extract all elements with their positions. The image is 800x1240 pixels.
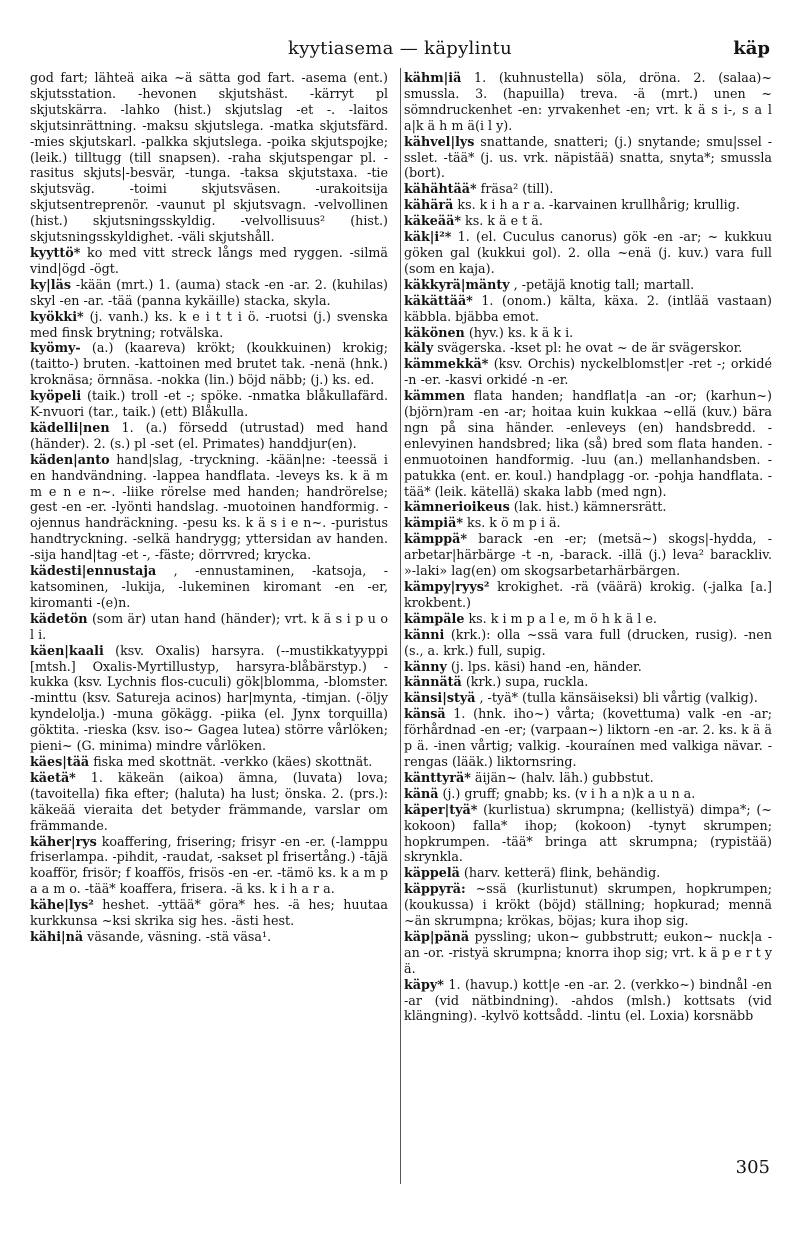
entry-definition: (lak. hist.) kämnersrätt. [513,499,667,515]
entry-headword: kähähtää* [404,181,477,197]
column-divider [400,68,401,1184]
dictionary-entry [404,340,772,356]
entry-headword: kähvel|lys [404,133,475,149]
entry-definition: (ksv. Oxalis) harsyra. (--mustikkatyyppi [mtsh.] Oxalis-Myrtillustyp, harsyra-blåbärstyp.) -kukka (ksv. Lychnis flos-cuculi) gök|blomma, -blomster. -minttu (ksv. Satureja acinos) har|mynta, -timjan. (-öljy kyndelolja.) -muna gökägg. -piika (el. Jynx torquilla) göktita. -rieska (ksv. iso~ Gagea lutea) större vårlöken; pieni~ (G. minima) mindre vårlöken. [30,642,388,754]
entry-definition: (som är) utan hand (händer); vrt. k ä s i p u o l i. [30,610,388,642]
entry-headword: kähe|lys² [30,897,94,913]
entry-headword: känttyrä* [404,769,471,785]
left-column [30,70,388,945]
entry-headword: kämnerioikeus [404,499,510,515]
dictionary-entry [404,213,772,229]
entry-headword: kyyttö* [30,244,81,260]
entry-headword: kädelli|nen [30,419,110,435]
entry-headword: kyöpeli [30,388,82,404]
entry-headword: käes|tää [30,753,90,769]
dictionary-entry [30,929,388,945]
entry-definition: (ksv. Orchis) nyckelblomst|er -ret -; orkidé -n -er. -kasvi orkidé -n -er. [404,356,772,388]
dictionary-entry [404,134,772,182]
entry-headword: käppyrä: [404,881,466,897]
dictionary-entry [404,659,772,675]
entry-definition: svägerska. -kset pl: he ovat ~ de är svägerskor. [437,340,743,356]
dictionary-entry [30,388,388,420]
entry-definition: 1. käkeän (aikoa) ämna, (luvata) lova; (tavoitella) fika efter; (haluta) ha lust; önska. 2. (prs.): käkeää vieraita det betyder främmande, varslar om främmande. [30,769,388,833]
entry-definition: , -tyä* (tulla känsäiseksi) bli vårtig (valkig). [479,690,758,706]
entry-headword: kämmekkä* [404,356,489,372]
dictionary-entry [30,754,388,770]
entry-headword: käkeää* [404,213,461,229]
entry-definition: krokighet. -rä (väärä) krokig. (-jalka [a.] krokbent.) [404,579,772,610]
entry-headword: känsä [404,706,446,722]
dictionary-entry [404,977,772,1025]
entry-definition: (j. lps. käsi) hand -en, händer. [450,658,642,674]
dictionary-entry [30,70,388,245]
entry-definition: , -petäjä knotig tall; martall. [513,276,695,292]
entry-headword: kähi|nä [30,928,84,944]
dictionary-entry [404,690,772,706]
entry-headword: kämmen [404,388,466,404]
entry-headword: käkättää* [404,292,473,308]
entry-headword: kännätä [404,674,462,690]
dictionary-entry [30,420,388,452]
entry-headword: känä [404,785,439,801]
entry-definition: (krk.): olla ~ssä vara full (drucken, rusig). -nen (s., a. krk.) full, supig. [404,626,772,658]
entry-headword: käetä* [30,769,76,785]
entry-definition: koaffering, frisering; frisyr -en -er. (-lamppu friserlampa. -pihdit, -raudat, -sakset pl frisertång.) -tājä koafför, frisör; f koaffös, frisös -en -er. -tämö ks. k a m p a a m o. -tää* koaffera, frisera. -ä ks. k i h a r a. [30,833,388,897]
dictionary-entry [404,277,772,293]
entry-headword: kämpiä* [404,515,463,531]
entry-definition: (harv. ketterä) flink, behändig. [463,865,661,881]
dictionary-entry [30,245,388,277]
guide-word: käp [733,38,770,59]
entry-definition: -kään (mrt.) 1. (auma) stack -en -ar. 2. (kuhilas) skyl -en -ar. -tää (panna kykäille) stacka, skyla. [30,276,388,308]
entry-headword: kähm|iä [404,70,462,85]
dictionary-entry [30,611,388,643]
entry-definition: 1. (el. Cuculus canorus) gök -en -ar; ~ kukkuu göken gal (kukkui gol). 2. olla ~enä (j. kuv.) vara full (som en kaja). [404,229,772,276]
dictionary-entry [30,563,388,611]
entry-definition: (krk.) supa, ruckla. [465,674,589,690]
entry-headword: kämppä* [404,531,468,547]
entry-definition: (a.) (kaareva) krökt; (koukkuinen) krokig; (taitto-) bruten. -kattoinen med brutet tak. -nenä (hnk.) kroknäsa; örnnäsa. -nokka (lin.) böjd näbb; (j.) ks. ed. [30,340,388,388]
dictionary-entry [30,309,388,341]
entry-headword: käk|i²* [404,229,452,245]
dictionary-entry [30,834,388,898]
entry-headword: käen|kaali [30,642,104,658]
entry-definition: (taik.) troll -et -; spöke. -nmatka blåkullafärd. K-nvuori (tar., taik.) (ett) Blåkulla. [30,388,388,420]
entry-headword: kämpäle [404,610,465,626]
entry-definition: (kurlistua) skrumpna; (kellistyä) dimpa*; (~ kokoon) falla* ihop; (kokoon) -tynyt skrumpen; hopkrumpen. -tää* bringa att skrumpna; (rypistää) skrynkla. [404,801,772,865]
entry-headword: kyökki* [30,308,84,324]
entry-definition: väsande, väsning. -stä väsa¹. [87,928,272,944]
right-column [404,70,772,1024]
entry-headword: känni [404,626,445,642]
entry-definition: ks. k ä e t ä. [465,213,543,229]
entry-definition: ks. k i m p a l e, m ö h k ä l e. [468,610,657,626]
entry-headword: känsi|styä [404,690,476,706]
dictionary-entry [404,388,772,499]
entry-definition: 1. (onom.) kälta, käxa. 2. (intlää vastaan) käbbla. bjäbba emot. [404,292,772,324]
dictionary-entry [404,229,772,277]
entry-definition: (j. vanh.) ks. k e i t t i ö. -ruotsi (j.) svenska med finsk brytning; rotvälska. [30,308,388,340]
entry-headword: kämpy|ryys² [404,579,490,594]
entry-definition: flata handen; handflat|a -an -or; (karhun~) (björn)ram -en -ar; hoitaa kuin kukkaa ~ellä (kuv.) bära ngn på sina händer. -enleveys (en) handsbredd. -enlevyinen handsbred; lika (så) bred som flata handen. -enmuotoinen handformig. -luu (an.) mellanhandsben. -patukka (ent. er. koul.) handplagg -or. -pohja handflata. -tää* (leik. kätellä) skaka labb (med ngn). [404,388,772,499]
dictionary-entry [404,881,772,929]
dictionary-entry [30,452,388,563]
entry-headword: kädesti|ennustaja [30,563,157,579]
entry-definition: ks. k i h a r a. -karvainen krullhårig; krullig. [457,197,740,213]
entry-headword: käly [404,340,434,356]
entry-definition: (j.) gruff; gnabb; ks. (v i h a n)k a u n a. [442,785,696,801]
dictionary-entry [404,499,772,515]
entry-definition: god fart; lähteä aika ~ä sätta god fart. -asema (ent.) skjutsstation. -hevonen skjutshäst. -kärryt pl skjutskärra. -lahko (hist.) skjutslag -et -. -laitos skjutsinrättning. -maksu skjutslega. -matka skjutsfärd. -mies skjutskarl. -palkka skjutslega. -poika skjutspojke; (leik.) tilltugg (till snapsen). -raha skjutspengar pl. -rasitus skjuts|-besvär, -tunga. -taksa skjutstaxa. -tie skjutsväg. -toimi skjutsväsen. -urakoitsija skjutsentreprenör. -vaunut pl skjutsvagn. -velvollinen (hist.) skjutsningsskyldig. -velvollisuus² (hist.) skjutsningsskyldighet. -väli skjutshåll. [30,70,388,245]
dictionary-entry [404,579,772,611]
entry-definition: 1. (hnk. iho~) vårta; (kovettuma) valk -en -ar; förhårdnad -en -er; (varpaan~) liktorn -en -ar. 2. ks. k ä ä p ä. -inen vårtig; valkig. -kouraínen med valkiga nävar. -rengas (lääk.) liktornsring. [404,706,772,769]
dictionary-entry [30,897,388,929]
entry-definition: 1. (kuhnustella) söla, dröna. 2. (salaa)~ smussla. 3. (hapuilla) treva. -ä (mrt.) unen ~ sömndruckenhet -en: yrvakenhet -en; vrt. k ä s i-, s a l a|k ä h m ä(i l y). [404,70,772,133]
entry-definition: hand|slag, -tryckning. -kään|ne: -teessä i en handvändning. -lappea handflata. -leveys ks. k ä m m e n e n~. -liike rörelse med handen; handrörelse; gest -en -er. -lyönti handslag. -muotoinen handformig. -ojennus handräckning. -pesu ks. k ä s i e n~. -puristus handtryckning. -selkä handrygg; yttersidan av handen. -sija hand|tag -et -, -fäste; dörrvred; krycka. [30,451,388,563]
entry-definition: 1. (a.) försedd (utrustad) med hand (händer). 2. (s.) pl -set (el. Primates) handdjur(en). [30,419,388,451]
entry-definition: heshet. -yttää* göra* hes. -ä hes; huutaa kurkkunsa ~ksi skrika sig hes. -ästi hest. [30,897,388,929]
entry-headword: känny [404,658,447,674]
entry-headword: käppelä [404,865,460,881]
dictionary-entry [404,356,772,388]
entry-definition: ko med vitt streck långs med ryggen. -silmä vind|ögd -ögt. [30,244,388,276]
entry-headword: käden|anto [30,451,110,467]
entry-definition: , -ennustaminen, -katsoja, -katsominen, -lukija, -lukeminen kiromant -en -er, kiromanti -(e)n. [30,563,388,610]
dictionary-entry [404,515,772,531]
page-number: 305 [735,1157,770,1178]
dictionary-entry [30,643,388,754]
entry-definition: fiska med skottnät. -verkko (käes) skottnät. [93,753,373,769]
dictionary-entry [404,181,772,197]
entry-definition: (hyv.) ks. k ä k i. [468,324,574,340]
dictionary-entry [404,929,772,977]
dictionary-entry [404,865,772,881]
dictionary-entry [404,325,772,341]
entry-headword: käkkyrä|mänty [404,276,510,292]
dictionary-entry [30,277,388,309]
entry-definition: pyssling; ukon~ gubbstrutt; eukon~ nuck|a -an -or. -ristyä skrumpna; knorra ihop sig; vrt. k ä p e r t y ä. [404,928,772,976]
dictionary-entry [404,197,772,213]
entry-headword: kädetön [30,610,88,626]
entry-headword: käher|rys [30,833,97,849]
entry-definition: barack -en -er; (metsä~) skogs|-hydda, -arbetar|härbärge -t -n, -barack. -illä (j.) leva² barackliv. »-laki» lag(en) om skogsarbetarhärbärgen. [404,531,772,579]
entry-definition: snattande, snatteri; (j.) snytande; smu|ssel -sslet. -tää* (j. us. vrk. näpistää) snatta, snyta*; smussla (bort). [404,133,772,181]
entry-headword: käper|tyä* [404,801,478,817]
dictionary-entry [30,340,388,388]
entry-definition: 1. (havup.) kott|e -en -ar. 2. (verkko~) bindnål -en -ar (vid nätbindning). -ahdos (mlsh.) kottsats (vid klängning). -kylvö kottsådd. -lintu (el. Loxia) korsnäbb [404,976,772,1024]
entry-definition: fräsa² (till). [480,181,554,197]
dictionary-entry [404,70,772,134]
entry-definition: äijän~ (halv. läh.) gubbstut. [474,769,654,785]
dictionary-entry [30,770,388,834]
entry-headword: käp|pänä [404,928,470,944]
entry-headword: ky|läs [30,276,71,292]
running-title: kyytiasema — käpylintu [288,38,512,59]
dictionary-entry [404,770,772,786]
dictionary-entry [404,802,772,866]
entry-headword: kyömy- [30,340,81,356]
dictionary-entry [404,627,772,659]
dictionary-entry [404,293,772,325]
entry-definition: ~ssä (kurlistunut) skrumpen, hopkrumpen; (koukussa) i krökt (böjd) ställning; hopkurad; mennä ~än skrumpna; krökas, böjas; kura ihop sig. [404,881,772,929]
entry-definition: ks. k ö m p i ä. [467,515,561,531]
dictionary-entry [404,706,772,770]
entry-headword: käkönen [404,324,465,340]
dictionary-entry [404,674,772,690]
dictionary-entry [404,611,772,627]
entry-headword: käpy* [404,976,444,992]
dictionary-entry [404,786,772,802]
entry-headword: kähärä [404,197,454,213]
page-header [0,38,800,64]
dictionary-entry [404,531,772,579]
